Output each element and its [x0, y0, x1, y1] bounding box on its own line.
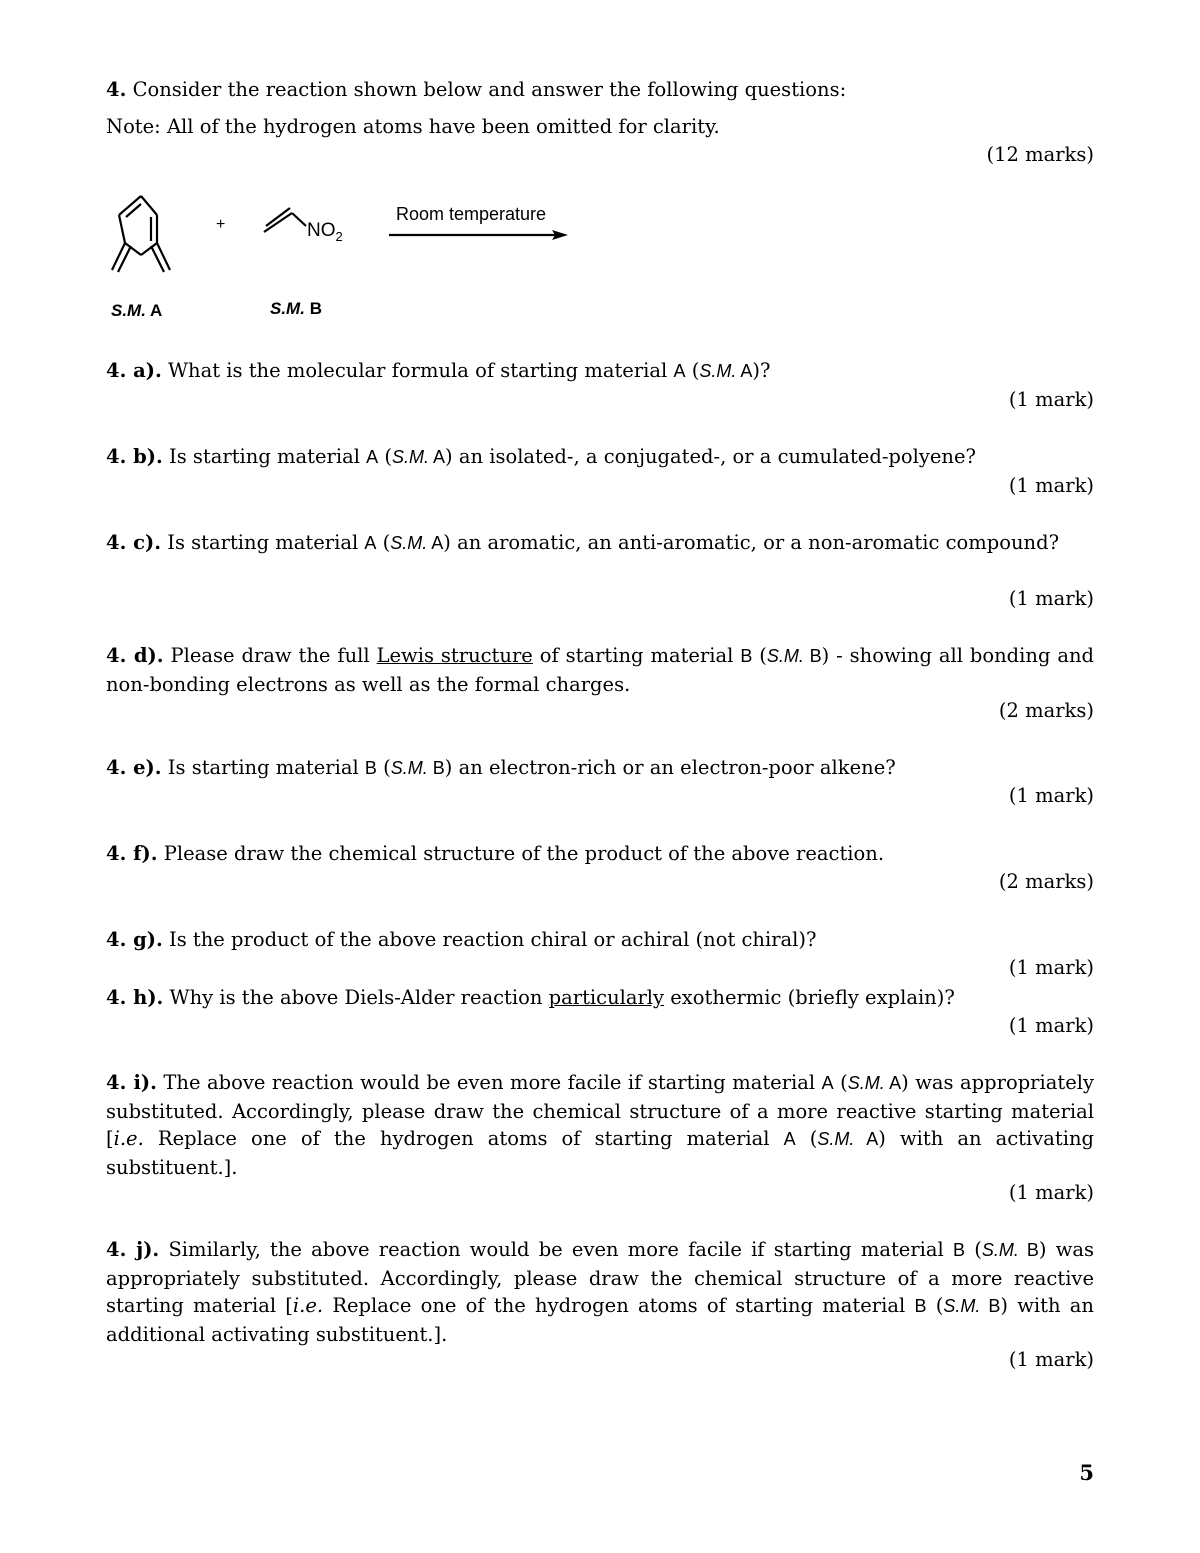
- question-text: Is the product of the above reaction chiral or achiral (not chiral)?: [169, 928, 817, 951]
- question-4h: [106, 984, 1094, 1011]
- question-label: 4. h).: [106, 986, 164, 1009]
- question-text-end: ) an electron-rich or an electron-poor alkene?: [444, 756, 896, 779]
- question-text-end: ) - showing all bonding and non-bonding electrons as well as the formal charges.: [106, 644, 1095, 696]
- question-text: Replace one of the hydrogen atoms of starting material: [143, 1127, 770, 1150]
- marks-4h: (1 mark): [1008, 1014, 1094, 1037]
- marks-4e: (1 mark): [1008, 784, 1094, 807]
- sm-letter: A: [866, 1129, 879, 1149]
- plus-sign: +: [216, 216, 226, 233]
- marks-4i: (1 mark): [1008, 1181, 1094, 1204]
- question-text-end: ) with an additional activating substituent.].: [106, 1294, 1094, 1346]
- sm-letter: A: [783, 1129, 796, 1149]
- marks-4b: (1 mark): [1008, 474, 1094, 497]
- question-label: 4. a).: [106, 359, 162, 382]
- sm-letter: A: [431, 533, 444, 553]
- sm-letter: B: [364, 758, 377, 778]
- sm-letter: A: [433, 447, 446, 467]
- sm-abbrev: S.M.: [699, 361, 737, 381]
- marks-4a: (1 mark): [1008, 388, 1094, 411]
- sm-abbrev: S.M.: [390, 758, 428, 778]
- ie-abbrev: i.e.: [113, 1127, 144, 1150]
- question-4d: 4. d). Please draw the full Lewis structure of starting material B (S.M. B) - showing all bonding and non-bonding electrons as well as the formal charges.: [106, 644, 1095, 696]
- question-text-end: ) an isolated-, a conjugated-, or a cumulated-polyene?: [445, 445, 976, 468]
- sm-abbrev: S.M.: [391, 447, 429, 467]
- question-text: Please draw the chemical structure of the product of the above reaction.: [163, 842, 885, 865]
- question-4f: [106, 840, 1094, 867]
- marks-4c: (1 mark): [1008, 587, 1094, 610]
- question-4g: [106, 926, 1094, 953]
- question-text: Is starting material: [167, 531, 359, 554]
- sm-abbrev: S.M.: [817, 1129, 855, 1149]
- sm-b-structure: [264, 208, 306, 232]
- reaction-scheme: [100, 186, 580, 326]
- sm-abbrev: S.M.: [981, 1240, 1019, 1260]
- question-4a: 4. a). What is the molecular formula of starting material A (S.M. A)?: [106, 359, 771, 382]
- question-text-end: )?: [752, 359, 771, 382]
- question-text: Replace one of the hydrogen atoms of starting material: [323, 1294, 906, 1317]
- sm-abbrev: S.M.: [390, 533, 428, 553]
- marks-4g: (1 mark): [1008, 956, 1094, 979]
- nitro-group-label: $NO_2$: [307, 220, 343, 244]
- sm-letter: B: [740, 646, 753, 666]
- sm-letter: A: [889, 1073, 902, 1093]
- question-text-end: ) an aromatic, an anti-aromatic, or a non-aromatic compound?: [443, 531, 1060, 554]
- question-text: Similarly, the above reaction would be even more facile if starting material: [168, 1238, 944, 1261]
- question-4i: 4. i). The above reaction would be even more facile if starting material A (S.M. A) was appropriately substituted. Accordingly, please draw the chemical structure of a more reactive starting material [i.e. Replace one of the hydrogen atoms of starting material A (S.M. A) with an activating substituent.].: [106, 1071, 1094, 1179]
- question-text: Please draw the full: [170, 644, 370, 667]
- question-text-end: ) with an activating substituent.].: [106, 1127, 1094, 1179]
- question-text: The above reaction would be even more facile if starting material: [163, 1071, 816, 1094]
- sm-letter: A: [364, 533, 377, 553]
- ie-abbrev: i.e.: [292, 1294, 324, 1317]
- question-4-intro: [106, 76, 1094, 103]
- question-text: What is the molecular formula of starting material: [168, 359, 668, 382]
- question-text: ) was appropriately substituted. Accordingly, please draw the chemical structure of a more reactive starting material [: [106, 1071, 1094, 1150]
- question-intro-text: Consider the reaction shown below and answer the following questions:: [132, 78, 847, 101]
- question-text: Is starting material: [169, 445, 360, 468]
- sm-letter: A: [366, 447, 379, 467]
- question-4b: 4. b). Is starting material A (S.M. A) an isolated-, a conjugated-, or a cumulated-polyene?: [106, 445, 976, 468]
- question-label: 4. b).: [106, 445, 163, 468]
- sm-abbrev: S.M.: [766, 646, 804, 666]
- question-label: 4. c).: [106, 531, 162, 554]
- question-4e: 4. e). Is starting material B (S.M. B) an electron-rich or an electron-poor alkene?: [106, 756, 896, 779]
- sm-letter: B: [809, 646, 822, 666]
- question-number: 4.: [106, 78, 127, 101]
- question-4j: 4. j). Similarly, the above reaction would be even more facile if starting material B (S.M. B) was appropriately substituted. Accordingly, please draw the chemical structure of a more reactive starting material [i.e. Replace one of the hydrogen atoms of starting material B (S.M. B) with an additional activating substituent.].: [106, 1238, 1095, 1346]
- sm-abbrev: S.M.: [943, 1296, 981, 1316]
- sm-a-structure: [112, 196, 170, 272]
- question-label: 4. i).: [106, 1071, 157, 1094]
- sm-a-label: S.M. A: [111, 301, 163, 320]
- reaction-condition: Room temperature: [396, 204, 547, 224]
- page-number: 5: [1079, 1460, 1094, 1485]
- sm-letter: B: [914, 1296, 927, 1316]
- underlined-term: particularly: [548, 986, 665, 1009]
- underlined-term: Lewis structure: [376, 644, 533, 667]
- question-text: of starting material: [539, 644, 734, 667]
- question-label: 4. f).: [106, 842, 158, 865]
- marks-4j: (1 mark): [1008, 1348, 1094, 1371]
- question-label: 4. j).: [106, 1238, 160, 1261]
- question-text: Is starting material: [167, 756, 359, 779]
- question-label: 4. e).: [106, 756, 162, 779]
- question-text: ) was appropriately substituted. Accordingly, please draw the chemical structure of a more reactive starting material [: [106, 1238, 1095, 1317]
- question-label: 4. g).: [106, 928, 163, 951]
- sm-letter: A: [740, 361, 753, 381]
- marks-4d: (2 marks): [998, 699, 1094, 722]
- note-text: Note: All of the hydrogen atoms have been omitted for clarity.: [106, 115, 720, 138]
- sm-letter: A: [821, 1073, 834, 1093]
- sm-letter: B: [988, 1296, 1001, 1316]
- sm-letter: A: [673, 361, 686, 381]
- sm-letter: B: [432, 758, 445, 778]
- sm-abbrev: S.M.: [847, 1073, 885, 1093]
- total-marks: (12 marks): [986, 143, 1094, 166]
- question-text-end: exothermic (briefly explain)?: [670, 986, 955, 1009]
- question-label: 4. d).: [106, 644, 164, 667]
- sm-letter: B: [1026, 1240, 1039, 1260]
- question-4c: 4. c). Is starting material A (S.M. A) an aromatic, an anti-aromatic, or a non-aromatic compound?: [106, 531, 1060, 554]
- marks-4f: (2 marks): [998, 870, 1094, 893]
- question-text: Why is the above Diels-Alder reaction: [169, 986, 543, 1009]
- sm-b-label: S.M. B: [270, 299, 322, 318]
- sm-letter: B: [952, 1240, 965, 1260]
- reaction-arrow: [389, 230, 568, 240]
